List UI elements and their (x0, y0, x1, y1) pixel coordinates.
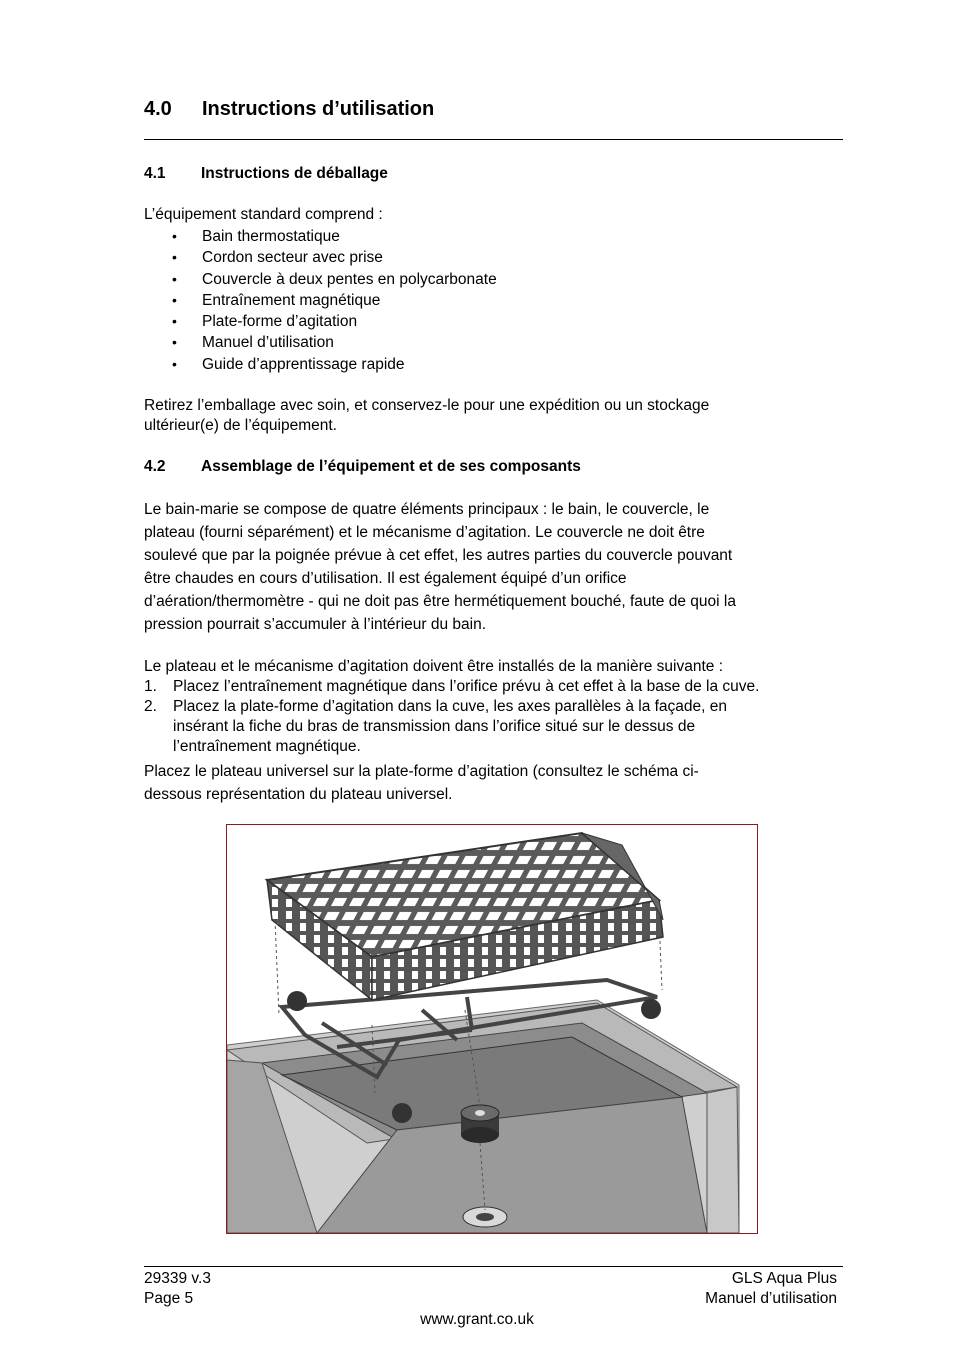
list-item: • Entraînement magnétique (144, 290, 497, 311)
section-heading (144, 98, 434, 121)
text-line: Le bain-marie se compose de quatre éléments principaux : le bain, le couvercle, le (144, 501, 710, 518)
subsection-heading-4-1 (144, 165, 388, 183)
subsection-number: 4.1 (144, 165, 166, 182)
text-line: Placez le plateau universel sur la plate-forme d’agitation (consultez le schéma ci- (144, 763, 699, 780)
equipment-list (144, 226, 497, 375)
list-item: • Plate-forme d’agitation (144, 311, 497, 332)
equipment-intro: L’équipement standard comprend : (144, 206, 383, 223)
footer-rule (144, 1266, 843, 1267)
universal-tray (267, 833, 663, 1000)
step-number: 1. (144, 678, 157, 695)
exploded-view-illustration (227, 825, 757, 1233)
text-line: pression pourrait s’accumuler à l’intérieur du bain. (144, 616, 487, 633)
step-number: 2. (144, 698, 157, 715)
text-line: Placez l’entraînement magnétique dans l’orifice prévu à cet effet à la base de la cuve. (173, 678, 760, 695)
text-line: l’entraînement magnétique. (173, 738, 361, 755)
list-item: • Couvercle à deux pentes en polycarbonate (144, 269, 497, 290)
heading-rule (144, 139, 843, 140)
text-line: dessous représentation du plateau universel. (144, 786, 453, 803)
assembly-paragraph (144, 498, 736, 636)
text-line: plateau (fourni séparément) et le mécanisme d’agitation. Le couvercle ne doit être (144, 524, 705, 541)
list-item: • Bain thermostatique (144, 226, 497, 247)
steps-intro: Le plateau et le mécanisme d’agitation doivent être installés de la manière suivante : (144, 658, 724, 675)
subsection-title: Assemblage de l’équipement et de ses composants (201, 458, 581, 475)
footer-left (144, 1269, 211, 1309)
step-item (144, 697, 873, 757)
step-item (144, 677, 873, 697)
product-name: GLS Aqua Plus (731, 1270, 837, 1287)
packaging-note (144, 396, 709, 436)
text-line: Placez la plate-forme d’agitation dans la cuve, les axes parallèles à la façade, en (173, 698, 728, 715)
subsection-number: 4.2 (144, 458, 166, 475)
assembly-figure (226, 824, 758, 1234)
list-item: • Cordon secteur avec prise (144, 247, 497, 268)
text-line: soulevé que par la poignée prévue à cet effet, les autres parties du couvercle pouvant (144, 547, 733, 564)
platform-knob (392, 1103, 412, 1123)
subsection-title: Instructions de déballage (201, 165, 388, 182)
tray-instruction (144, 760, 699, 806)
section-title: Instructions d’utilisation (202, 98, 435, 120)
text-line: d’aération/thermomètre - qui ne doit pas être hermétiquement bouché, faute de quoi la (144, 593, 736, 610)
text-line: Retirez l’emballage avec soin, et conservez-le pour une expédition ou un stockage (144, 397, 710, 414)
base-orifice-center (476, 1213, 494, 1221)
footer-right (705, 1269, 837, 1309)
doc-reference: 29339 v.3 (144, 1270, 211, 1287)
page-number: Page 5 (144, 1290, 194, 1307)
magnetic-drive (461, 1105, 499, 1143)
section-number: 4.0 (144, 98, 172, 120)
steps-list (144, 677, 873, 757)
text-line: ultérieur(e) de l’équipement. (144, 417, 337, 434)
platform-knob (287, 991, 307, 1011)
subsection-heading-4-2 (144, 458, 581, 476)
text-line: être chaudes en cours d’utilisation. Il est également équipé d’un orifice (144, 570, 627, 587)
manual-name: Manuel d’utilisation (705, 1290, 837, 1307)
platform-knob (641, 999, 661, 1019)
list-item: • Guide d’apprentissage rapide (144, 354, 497, 375)
list-item: • Manuel d’utilisation (144, 332, 497, 353)
footer-website[interactable]: www.grant.co.uk (420, 1311, 534, 1328)
text-line: insérant la fiche du bras de transmission dans l’orifice situé sur le dessus de (173, 718, 696, 735)
